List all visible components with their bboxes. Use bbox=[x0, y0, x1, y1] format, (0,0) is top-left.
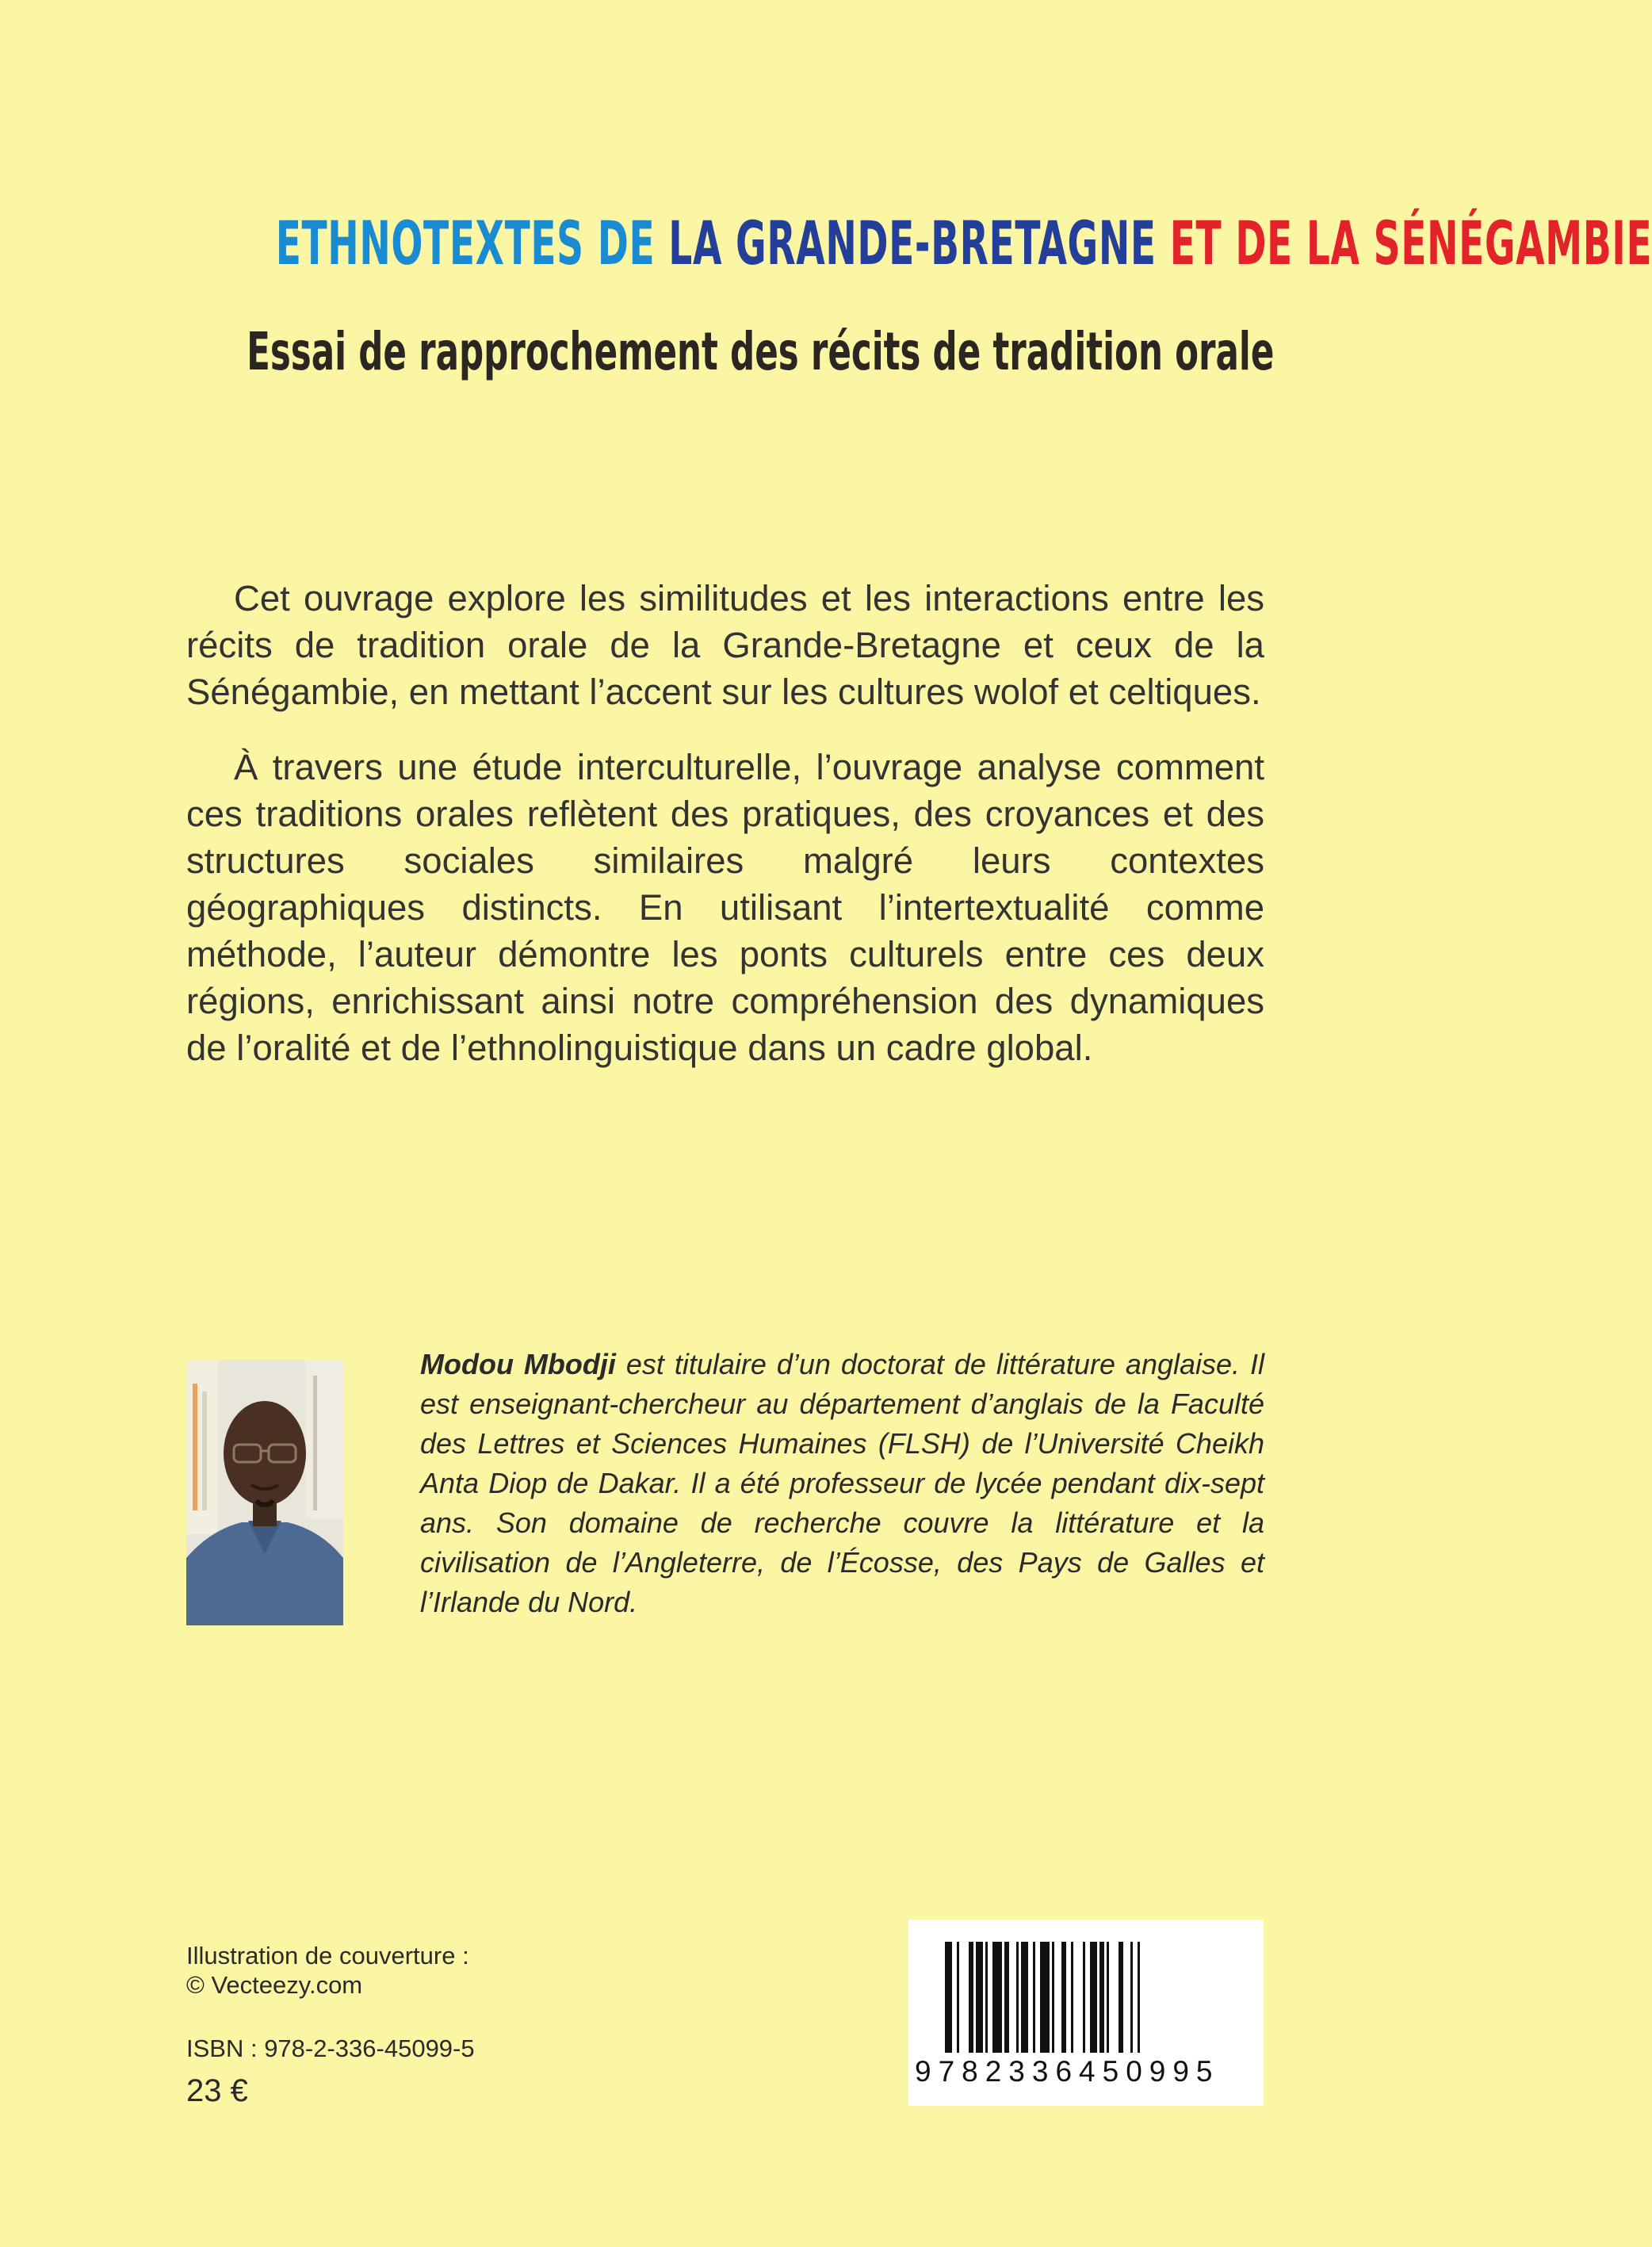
barcode-bar bbox=[1021, 1942, 1028, 2053]
book-subtitle: Essai de rapprochement des récits de tradition orale bbox=[247, 321, 1275, 382]
summary-paragraph: Cet ouvrage explore les similitudes et les interactions entre les récits de tradition orale de la Grande-Bretagne et ceux de la Sénégambie, en mettant l’accent sur les cultures wolof et celtiques. bbox=[186, 578, 1264, 712]
barcode-bar bbox=[1052, 1942, 1054, 2053]
isbn: ISBN : 978-2-336-45099-5 bbox=[186, 2035, 475, 2062]
cover-credits-source: © Vecteezy.com bbox=[186, 1971, 363, 1999]
title-part-ethnotextes: ETHNOTEXTES DE bbox=[275, 208, 669, 278]
barcode-bar bbox=[957, 1942, 959, 2053]
barcode-bar bbox=[1040, 1942, 1050, 2053]
author-bio-text: est titulaire d’un doctorat de littérature anglaise. Il est enseignant-chercheur au département d’anglais de la Faculté des Lettres et Sciences Humaines (FLSH) de l’Université Cheikh Anta Diop de Dakar. Il a été professeur de lycée pendant dix-sept ans. Son domaine de recherche couvre la littérature et la civilisation de l’Angleterre, de l’Écosse, des Pays de Galles et l’Irlande du Nord. bbox=[420, 1348, 1264, 1618]
barcode-bar bbox=[969, 1942, 973, 2053]
author-bio bbox=[420, 1345, 1264, 1622]
title-part-senegambie: ET DE LA SÉNÉGAMBIE bbox=[1169, 208, 1652, 278]
barcode-bar bbox=[992, 1942, 1002, 2053]
barcode-bar bbox=[985, 1942, 988, 2053]
barcode-digits: 9782336450995 bbox=[915, 2055, 1220, 2088]
summary-text bbox=[186, 575, 1264, 1100]
cover-credits bbox=[186, 1941, 469, 2000]
author-photo-image bbox=[186, 1360, 343, 1625]
title-part-grande-bretagne: LA GRANDE-BRETAGNE bbox=[668, 208, 1170, 278]
author-photo bbox=[186, 1360, 343, 1625]
barcode-bar bbox=[1016, 1942, 1019, 2053]
book-title bbox=[275, 208, 1652, 278]
barcode-bar bbox=[1099, 1942, 1104, 2053]
barcode-bar bbox=[1090, 1942, 1097, 2053]
barcode-bar bbox=[1138, 1942, 1140, 2053]
barcode-bar bbox=[1130, 1942, 1133, 2053]
barcode-bar bbox=[1071, 1942, 1073, 2053]
barcode-bar bbox=[1083, 1942, 1085, 2053]
cover-credits-label: Illustration de couverture : bbox=[186, 1942, 469, 1969]
barcode-bar bbox=[1004, 1942, 1009, 2053]
summary-paragraph: À travers une étude interculturelle, l’ouvrage analyse comment ces traditions orales reflètent des pratiques, des croyances et des structures sociales similaires malgré leurs contextes géographiques distincts. En utilisant l’intertextualité comme méthode, l’auteur démontre les ponts culturels entre ces deux régions, enrichissant ainsi notre compréhension des dynamiques de l’oralité et de l’ethnolinguistique dans un cadre global. bbox=[186, 747, 1264, 1068]
barcode-bar bbox=[1033, 1942, 1035, 2053]
barcode bbox=[908, 1920, 1264, 2106]
barcode-bar bbox=[1061, 1942, 1066, 2053]
author-name: Modou Mbodji bbox=[420, 1348, 616, 1380]
barcode-bar bbox=[1107, 1942, 1109, 2053]
price: 23 € bbox=[186, 2073, 248, 2108]
barcode-bar bbox=[1119, 1942, 1123, 2053]
barcode-bar bbox=[945, 1942, 952, 2053]
barcode-bar bbox=[976, 1942, 983, 2053]
